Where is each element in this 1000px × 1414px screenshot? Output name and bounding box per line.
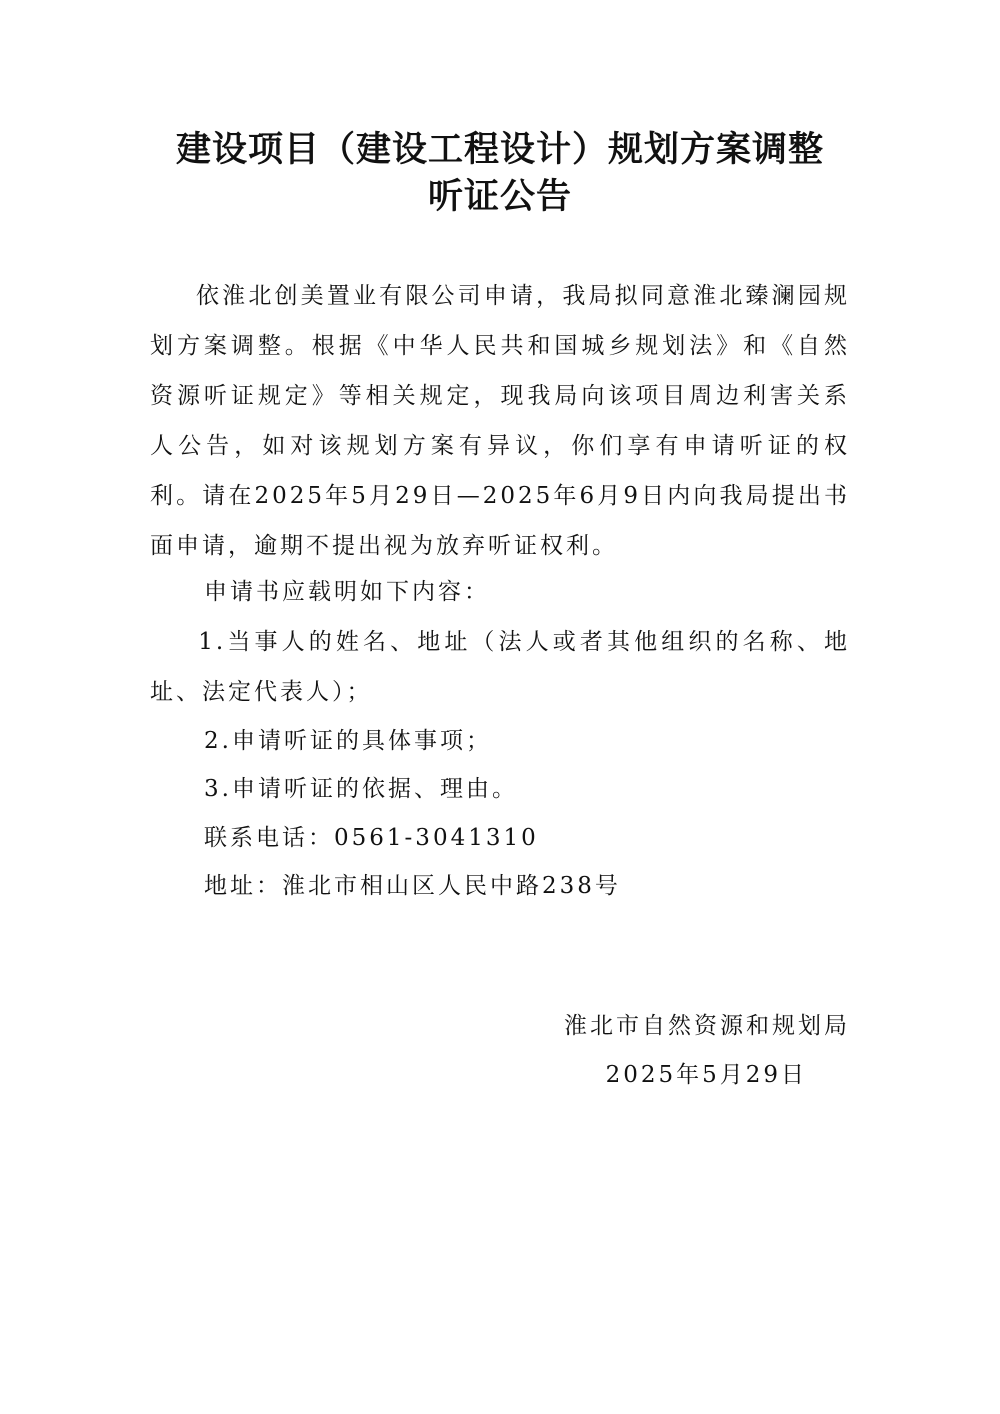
requirement-item-1: 1.当事人的姓名、地址（法人或者其他组织的名称、地址、法定代表人）； bbox=[150, 629, 850, 705]
requirement-item-2: 2.申请听证的具体事项； bbox=[204, 728, 492, 754]
intro-paragraph: 依淮北创美置业有限公司申请，我局拟同意淮北臻澜园规划方案调整。根据《中华人民共和国城乡规划法》和《自然资源听证规定》等相关规定，现我局向该项目周边利害关系人公告，如对该规划方案有异议，你们享有申请听证的权利。请在2025年5月29日—2025年6月9日内向我局提出书面申请，逾期不提出视为放弃听证权利。 bbox=[150, 283, 850, 559]
document-title-line-2: 听证公告 bbox=[427, 177, 572, 217]
contact-phone: 联系电话：0561-3041310 bbox=[204, 825, 539, 851]
document-title-line-1: 建设项目（建设工程设计）规划方案调整 bbox=[175, 130, 824, 170]
application-heading: 申请书应载明如下内容： bbox=[204, 579, 490, 605]
signature-date: 2025年5月29日 bbox=[605, 1062, 807, 1088]
signature-organization: 淮北市自然资源和规划局 bbox=[564, 1013, 850, 1039]
requirement-item-3: 3.申请听证的依据、理由。 bbox=[204, 776, 518, 802]
contact-address: 地址：淮北市相山区人民中路238号 bbox=[204, 873, 621, 899]
